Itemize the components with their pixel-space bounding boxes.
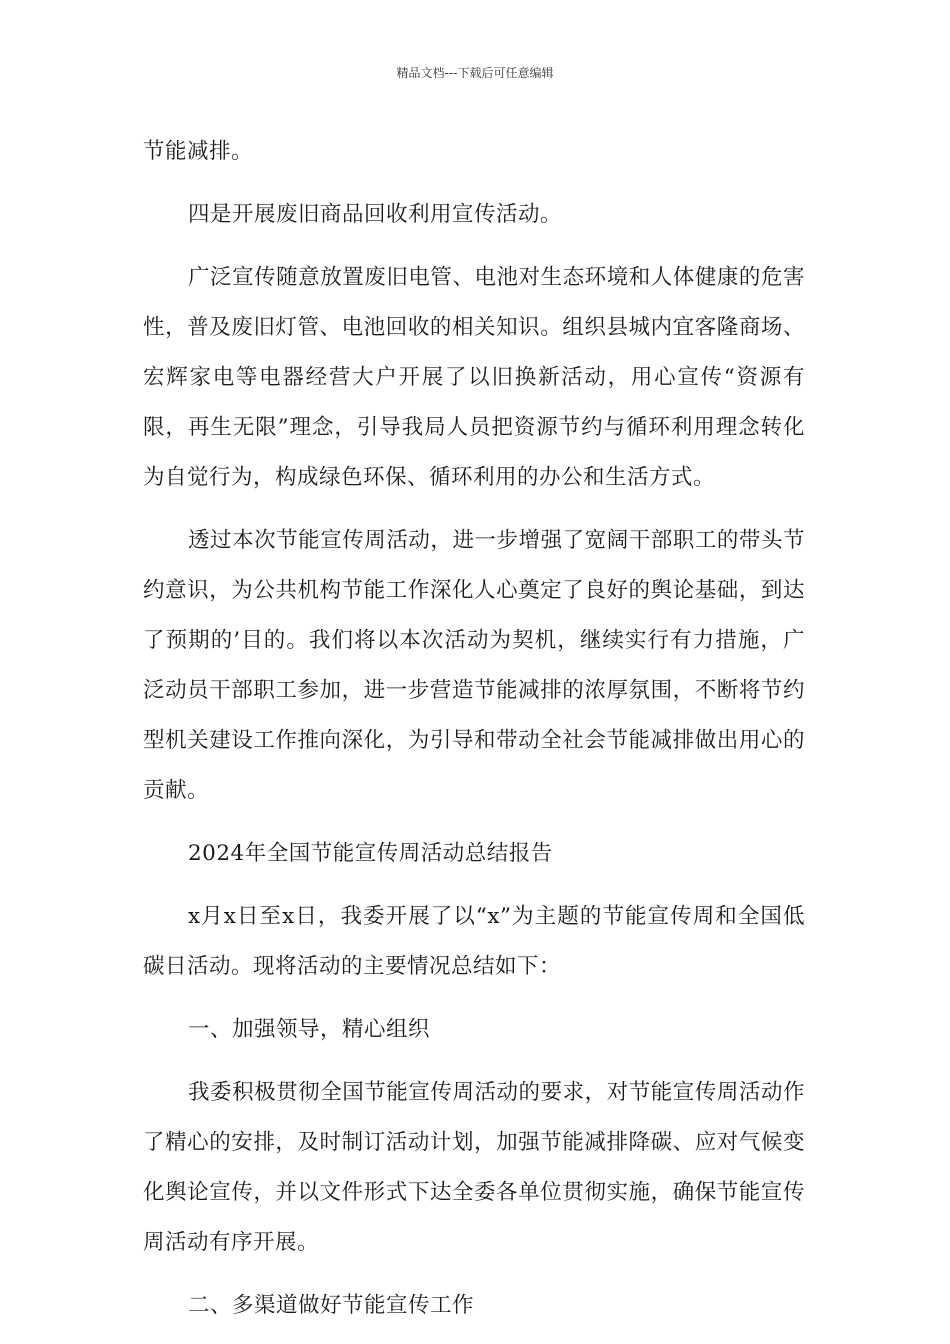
paragraph-5: x月x日至x日，我委开展了以“x”为主题的节能宣传周和全国低碳日活动。现将活动的主要情况总结如下： [143,904,805,979]
document-body [143,127,805,1344]
paragraph-1: 节能减排。 [143,139,254,164]
paragraph-6: 我委积极贯彻全国节能宣传周活动的要求，对节能宣传周活动作了精心的安排，及时制订活动计划，加强节能减排降碳、应对气候变化舆论宣传，并以文件形式下达全委各单位贯彻实施，确保节能宣传周活动有序开展。 [143,1080,805,1255]
paragraph-3: 广泛宣传随意放置废旧电管、电池对生态环境和人体健康的危害性，普及废旧灯管、电池回收的相关知识。组织县城内宜客隆商场、宏辉家电等电器经营大户开展了以旧换新活动，用心宣传“资源有限，再生无限”理念，引导我局人员把资源节约与循环利用理念转化为自觉行为，构成绿色环保、循环利用的办公和生活方式。 [143,265,805,490]
paragraph-4: 透过本次节能宣传周活动，进一步增强了宽阔干部职工的带头节约意识，为公共机构节能工作深化人心奠定了良好的舆论基础，到达了预期的’目的。我们将以本次活动为契机，继续实行有力措施，广泛动员干部职工参加，进一步营造节能减排的浓厚氛围，不断将节约型机关建设工作推向深化，为引导和带动全社会节能减排做出用心的贡献。 [143,528,805,803]
page-header: 精品文档---下载后可任意编辑 [396,66,554,80]
report-title: 2024年全国节能宣传周活动总结报告 [188,841,553,866]
paragraph-2: 四是开展废旧商品回收利用宣传活动。 [188,202,563,227]
section-heading-1: 一、加强领导，精心组织 [188,1017,431,1042]
section-heading-2: 二、多渠道做好节能宣传工作 [188,1293,475,1318]
